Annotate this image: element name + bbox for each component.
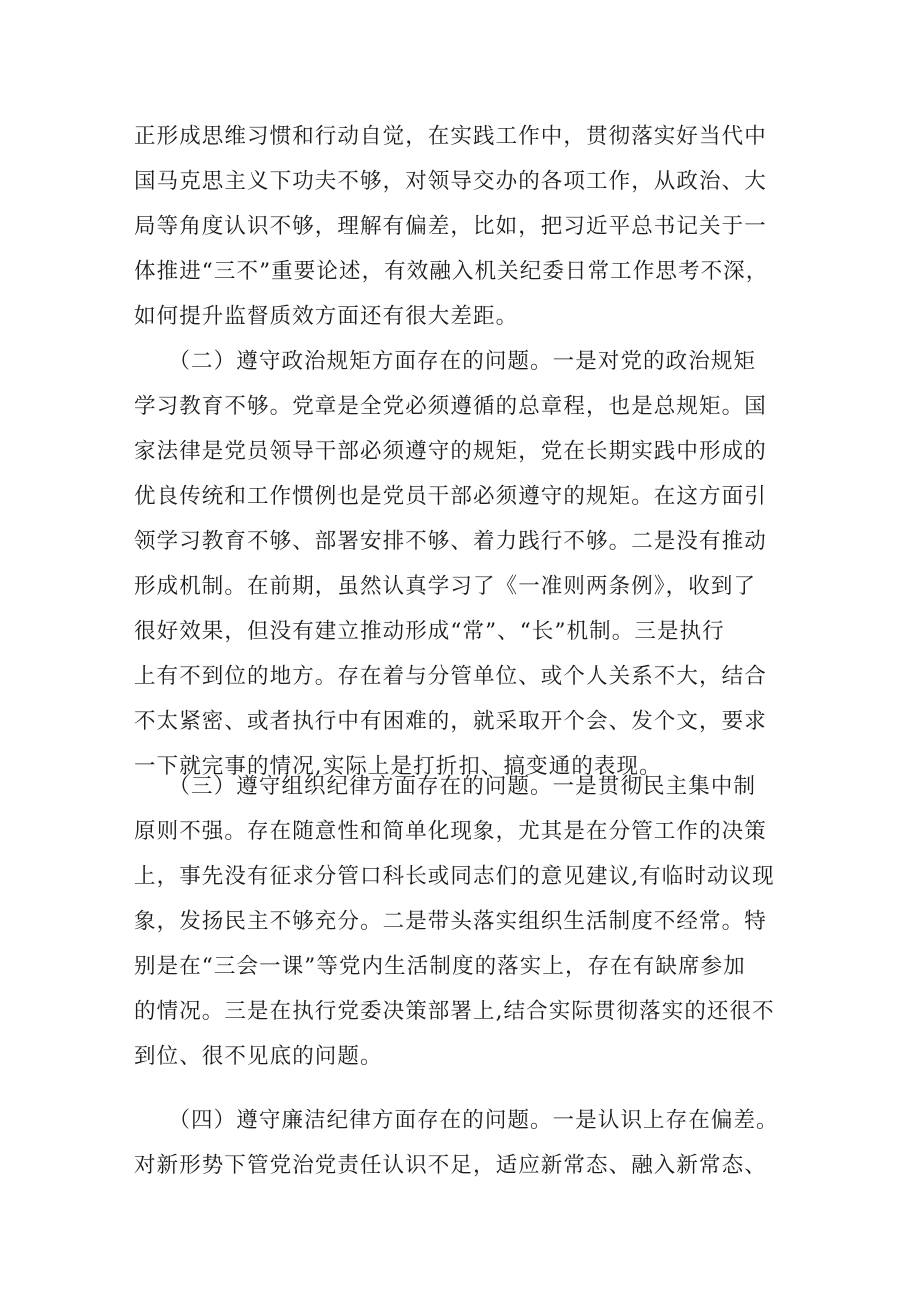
paragraph-continuation bbox=[134, 114, 814, 339]
text-line: 体推进“三不”重要论述，有效融入机关纪委日常工作思考不深， bbox=[134, 259, 769, 284]
text-line: 原则不强。存在随意性和简单化现象，尤其是在分管工作的决策 bbox=[134, 819, 767, 844]
text-line: 的情况。三是在执行党委决策部署上,结合实际贯彻落实的还很不 bbox=[134, 999, 775, 1024]
text-line: 上有不到位的地方。存在着与分管单位、或个人关系不大，结合 bbox=[134, 664, 767, 689]
text-line: 国马克思主义下功夫不够，对领导交办的各项工作，从政治、大 bbox=[134, 169, 767, 194]
text-line: 象，发扬民主不够充分。二是带头落实组织生活制度不经常。特 bbox=[134, 909, 767, 934]
text-line: 学习教育不够。党章是全党必须遵循的总章程，也是总规矩。国 bbox=[134, 394, 767, 419]
text-line: 家法律是党员领导干部必须遵守的规矩，党在长期实践中形成的 bbox=[134, 439, 767, 464]
text-line: 到位、很不见底的问题。 bbox=[134, 1044, 383, 1069]
text-line: 局等角度认识不够，理解有偏差，比如，把习近平总书记关于一 bbox=[134, 214, 767, 239]
paragraph-organizational-discipline bbox=[134, 764, 814, 1079]
paragraph-integrity-discipline bbox=[134, 1098, 814, 1188]
text-line: 形成机制。在前期，虽然认真学习了《一准则两条例》，收到了 bbox=[134, 574, 757, 599]
text-line: 一下就完事的情况,实际上是打折扣、搞变通的表现。 bbox=[134, 754, 662, 779]
text-line: 对新形势下管党治党责任认识不足，适应新常态、融入新常态、 bbox=[134, 1153, 767, 1178]
text-line: 很好效果，但没有建立推动形成“常”、“长”机制。三是执行 bbox=[134, 619, 725, 644]
text-line: （二）遵守政治规矩方面存在的问题。一是对党的政治规矩 bbox=[134, 349, 757, 374]
text-line: （四）遵守廉洁纪律方面存在的问题。一是认识上存在偏差。 bbox=[134, 1108, 779, 1133]
text-line: 别是在“三会一课”等党内生活制度的落实上，存在有缺席参加 bbox=[134, 954, 746, 979]
text-line: 优良传统和工作惯例也是党员干部必须遵守的规矩。在这方面引 bbox=[134, 484, 767, 509]
paragraph-political-rules bbox=[134, 339, 814, 789]
text-line: （三）遵守组织纪律方面存在的问题。一是贯彻民主集中制 bbox=[134, 774, 757, 799]
text-line: 不太紧密、或者执行中有困难的，就采取开个会、发个文，要求 bbox=[134, 709, 767, 734]
text-line: 正形成思维习惯和行动自觉，在实践工作中，贯彻落实好当代中 bbox=[134, 124, 767, 149]
text-line: 上，事先没有征求分管口科长或同志们的意见建议,有临时动议现 bbox=[134, 864, 775, 889]
text-line: 领学习教育不够、部署安排不够、着力践行不够。二是没有推动 bbox=[134, 529, 767, 554]
text-line: 如何提升监督质效方面还有很大差距。 bbox=[134, 304, 519, 329]
